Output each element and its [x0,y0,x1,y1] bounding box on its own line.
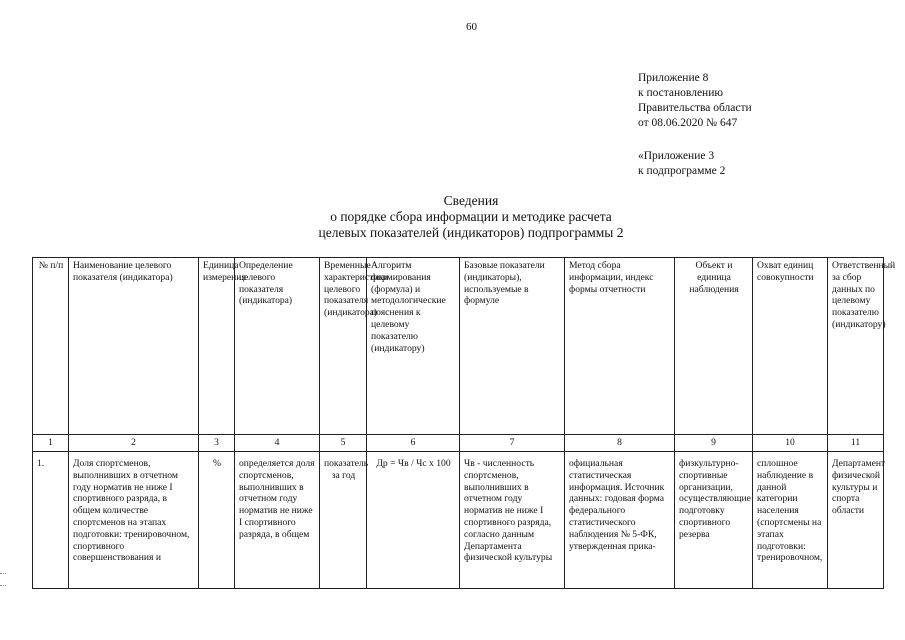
table-cell: Департамент физической культуры и спорта области [828,452,884,589]
appendix-line: к постановлению [638,87,723,99]
table-cell: показатель за год [320,452,367,589]
header-cell: Ответственный за сбор данных по целевому показателю (индикатору) [828,258,884,435]
appendix-line: Приложение 8 [638,72,709,84]
column-number-cell: 8 [565,435,675,452]
column-number-cell: 1 [33,435,69,452]
column-number-cell: 3 [199,435,235,452]
table-header-row [33,258,884,435]
header-cell: Базовые показатели (индикаторы), используемые в формуле [460,258,565,435]
appendix-sub-line: «Приложение 3 [638,150,715,162]
appendix-sub-line: к подпрограмме 2 [638,165,726,177]
appendix-sub-header [638,149,725,179]
page-number: 60 [466,21,477,33]
appendix-header [638,71,752,131]
appendix-line: от 08.06.2020 № 647 [638,117,738,129]
column-number-cell: 4 [235,435,320,452]
scan-edge-mark [0,573,6,574]
table-cell: % [199,452,235,589]
table-row [33,452,884,589]
column-number-cell: 7 [460,435,565,452]
table-cell: Доля спортсменов, выполнивших в отчетном году норматив не ниже I спортивного разряда, в общем количестве спортсменов на этапах подготовки: тренировочном, спортивного совершенствования и [69,452,199,589]
table-cell: Чв - численность спортсменов, выполнивших в отчетном году норматив не ниже I спортивного разряда, согласно данным Департамента физической культуры [460,452,565,589]
table-cell: Др = Чв / Чс х 100 [367,452,460,589]
table-cell: физкультурно-спортивные организации, осуществляющие подготовку спортивного резерва [675,452,753,589]
scan-edge-mark [0,585,6,586]
column-number-cell: 2 [69,435,199,452]
header-cell: Метод сбора информации, индекс формы отчетности [565,258,675,435]
header-cell: Единица измерения [199,258,235,435]
appendix-line: Правительства области [638,102,752,114]
indicators-table [32,257,896,589]
table-cell: официальная статистическая информация. Источник данных: годовая форма федерального статистического наблюдения № 5-ФК, утвержденная прика- [565,452,675,589]
column-number-cell: 5 [320,435,367,452]
header-cell: № п/п [33,258,69,435]
title-line: целевых показателей (индикаторов) подпрограммы 2 [318,225,624,240]
table-cell: 1. [33,452,69,589]
header-cell: Определение целевого показателя (индикатора) [235,258,320,435]
header-cell: Временные характеристики целевого показателя (индикатора) [320,258,367,435]
title-line: Сведения [443,193,499,208]
header-cell: Алгоритм формирования (формула) и методологические пояснения к целевому показателю (индикатору) [367,258,460,435]
column-number-cell: 11 [828,435,884,452]
document-title [256,193,686,241]
title-line: о порядке сбора информации и методике расчета [330,209,612,224]
header-cell: Наименование целевого показателя (индикатора) [69,258,199,435]
table-cell: определяется доля спортсменов, выполнивших в отчетном году норматив не ниже I спортивного разряда, в общем [235,452,320,589]
column-number-cell: 6 [367,435,460,452]
header-cell: Охват единиц совокупности [753,258,828,435]
table-cell: сплошное наблюдение в данной категории населения (спортсмены на этапах подготовки: тренировочном, [753,452,828,589]
header-cell: Объект и единица наблюдения [675,258,753,435]
column-number-cell: 10 [753,435,828,452]
column-number-row [33,435,884,452]
column-number-cell: 9 [675,435,753,452]
